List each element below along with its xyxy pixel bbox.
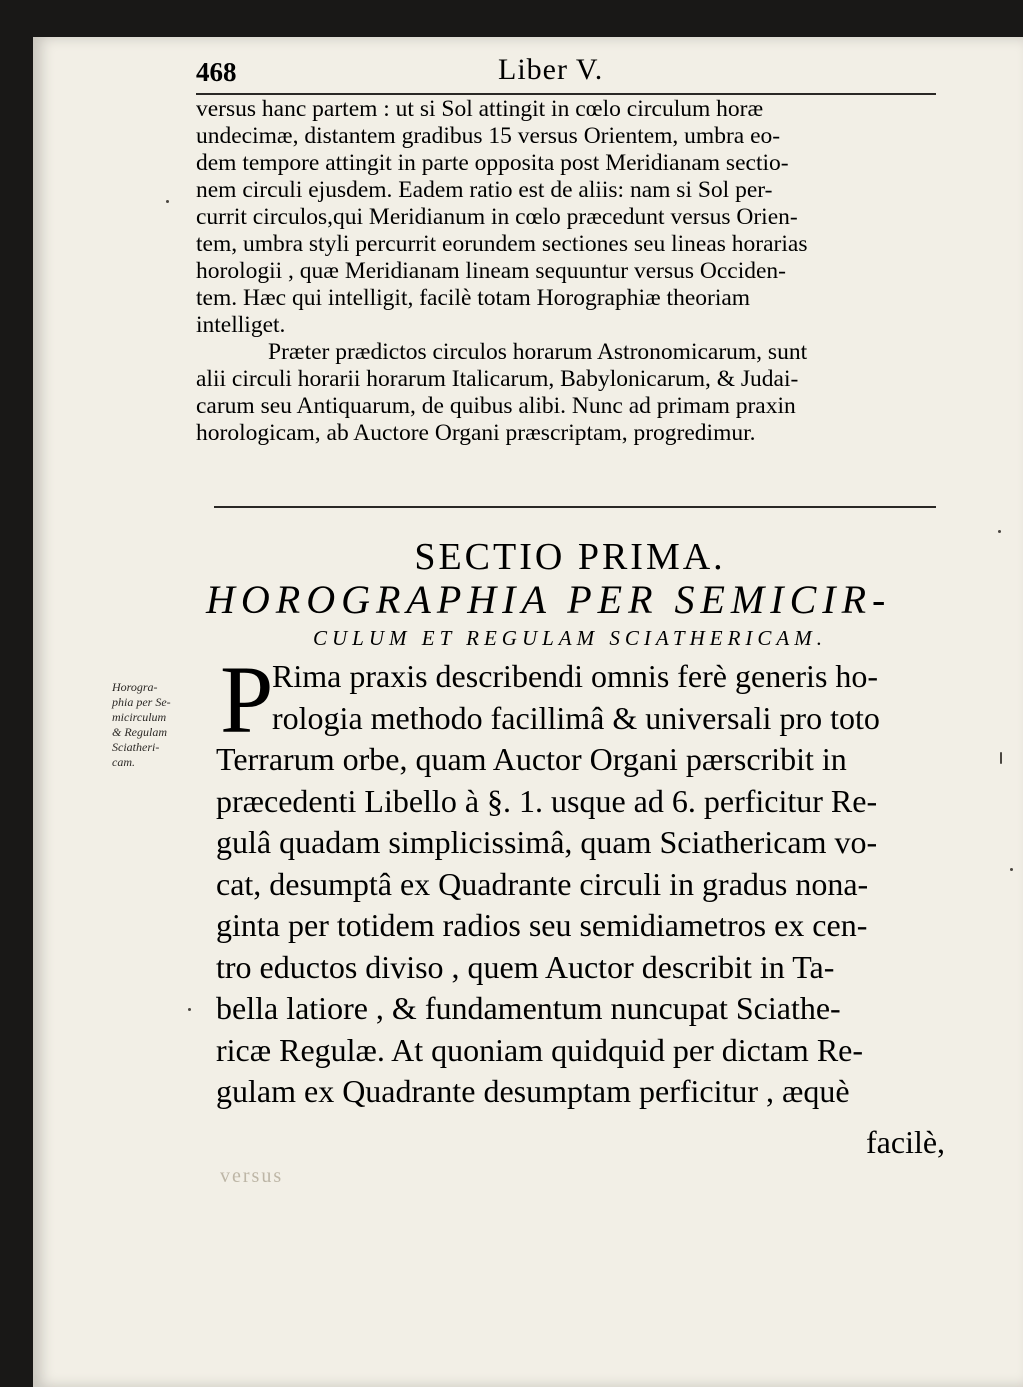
text-line: præcedenti Libello à §. 1. usque ad 6. perficitur Re- — [216, 782, 878, 819]
text-line: versus hanc partem : ut si Sol attingit in cœlo circulum horæ — [196, 96, 764, 122]
margin-line: micirculum — [112, 710, 167, 724]
paragraph-large — [216, 656, 956, 1113]
text-line: Præter prædictos circulos horarum Astronomicarum, sunt — [268, 339, 808, 365]
header-rule — [196, 93, 936, 95]
margin-line: Horogra- — [112, 680, 158, 694]
text-line: Rima praxis describendi omnis ferè generis ho- — [272, 658, 879, 694]
text-line: ricæ Regulæ. At quoniam quidquid per dictam Re- — [216, 1031, 864, 1068]
text-line: Terrarum orbe, quam Auctor Organi pærscribit in — [216, 741, 847, 777]
ink-speck — [188, 1008, 191, 1011]
bleed-through-text: versus — [220, 1165, 284, 1187]
margin-line: phia per Se- — [112, 695, 171, 709]
margin-line: & Regulam — [112, 725, 167, 739]
text-line: tem, umbra styli percurrit eorundem sectiones seu lineas horarias — [196, 231, 808, 257]
text-line: currit circulos,qui Meridianum in cœlo præcedunt versus Orien- — [196, 204, 798, 230]
ink-speck — [998, 530, 1001, 533]
section-subtitle-continued: CULUM ET REGULAM SCIATHERICAM. — [313, 626, 827, 650]
ink-speck — [1010, 868, 1013, 871]
text-line: rologia methodo facillimâ & universali pro toto — [272, 699, 880, 736]
section-subtitle: HOROGRAPHIA PER SEMICIR- — [206, 577, 892, 622]
text-line: ginta per totidem radios seu semidiametros ex cen- — [216, 907, 868, 943]
text-line: intelliget. — [196, 312, 286, 338]
marginal-note — [112, 680, 222, 770]
text-line: nem circuli ejusdem. Eadem ratio est de aliis: nam si Sol per- — [196, 177, 773, 203]
page-number: 468 — [196, 57, 237, 87]
text-line: horologicam, ab Auctore Organi præscriptam, progredimur. — [196, 420, 756, 446]
ink-speck — [1000, 752, 1002, 764]
section-rule — [214, 506, 936, 508]
text-line: tro eductos diviso , quem Auctor describit in Ta- — [216, 948, 835, 985]
text-line: alii circuli horarii horarum Italicarum, Babylonicarum, & Judai- — [196, 366, 799, 392]
text-line: gulâ quadam simplicissimâ, quam Sciathericam vo- — [216, 824, 878, 860]
text-line: gulam ex Quadrante desumptam perficitur , æquè — [216, 1073, 850, 1109]
text-line: undecimæ, distantem gradibus 15 versus Orientem, umbra eo- — [196, 123, 781, 149]
margin-line: cam. — [112, 755, 135, 769]
text-line: cat, desumptâ ex Quadrante circuli in gradus nona- — [216, 865, 869, 902]
catchword: facilè, — [866, 1124, 946, 1160]
ink-speck — [166, 200, 169, 203]
running-head — [196, 53, 776, 93]
running-title: Liber V. — [498, 53, 604, 86]
margin-line: Sciatheri- — [112, 740, 160, 754]
text-line: bella latiore , & fundamentum nuncupat Sciathe- — [216, 990, 841, 1026]
drop-cap: P — [220, 646, 274, 753]
section-heading: SECTIO PRIMA. — [414, 536, 726, 578]
text-line: tem. Hæc qui intelligit, facilè totam Horographiæ theoriam — [196, 285, 751, 311]
paragraph-small — [196, 96, 944, 447]
text-line: carum seu Antiquarum, de quibus alibi. Nunc ad primam praxin — [196, 393, 796, 419]
text-line: horologii , quæ Meridianam lineam sequuntur versus Occiden- — [196, 258, 786, 284]
text-line: dem tempore attingit in parte opposita post Meridianam sectio- — [196, 150, 789, 176]
